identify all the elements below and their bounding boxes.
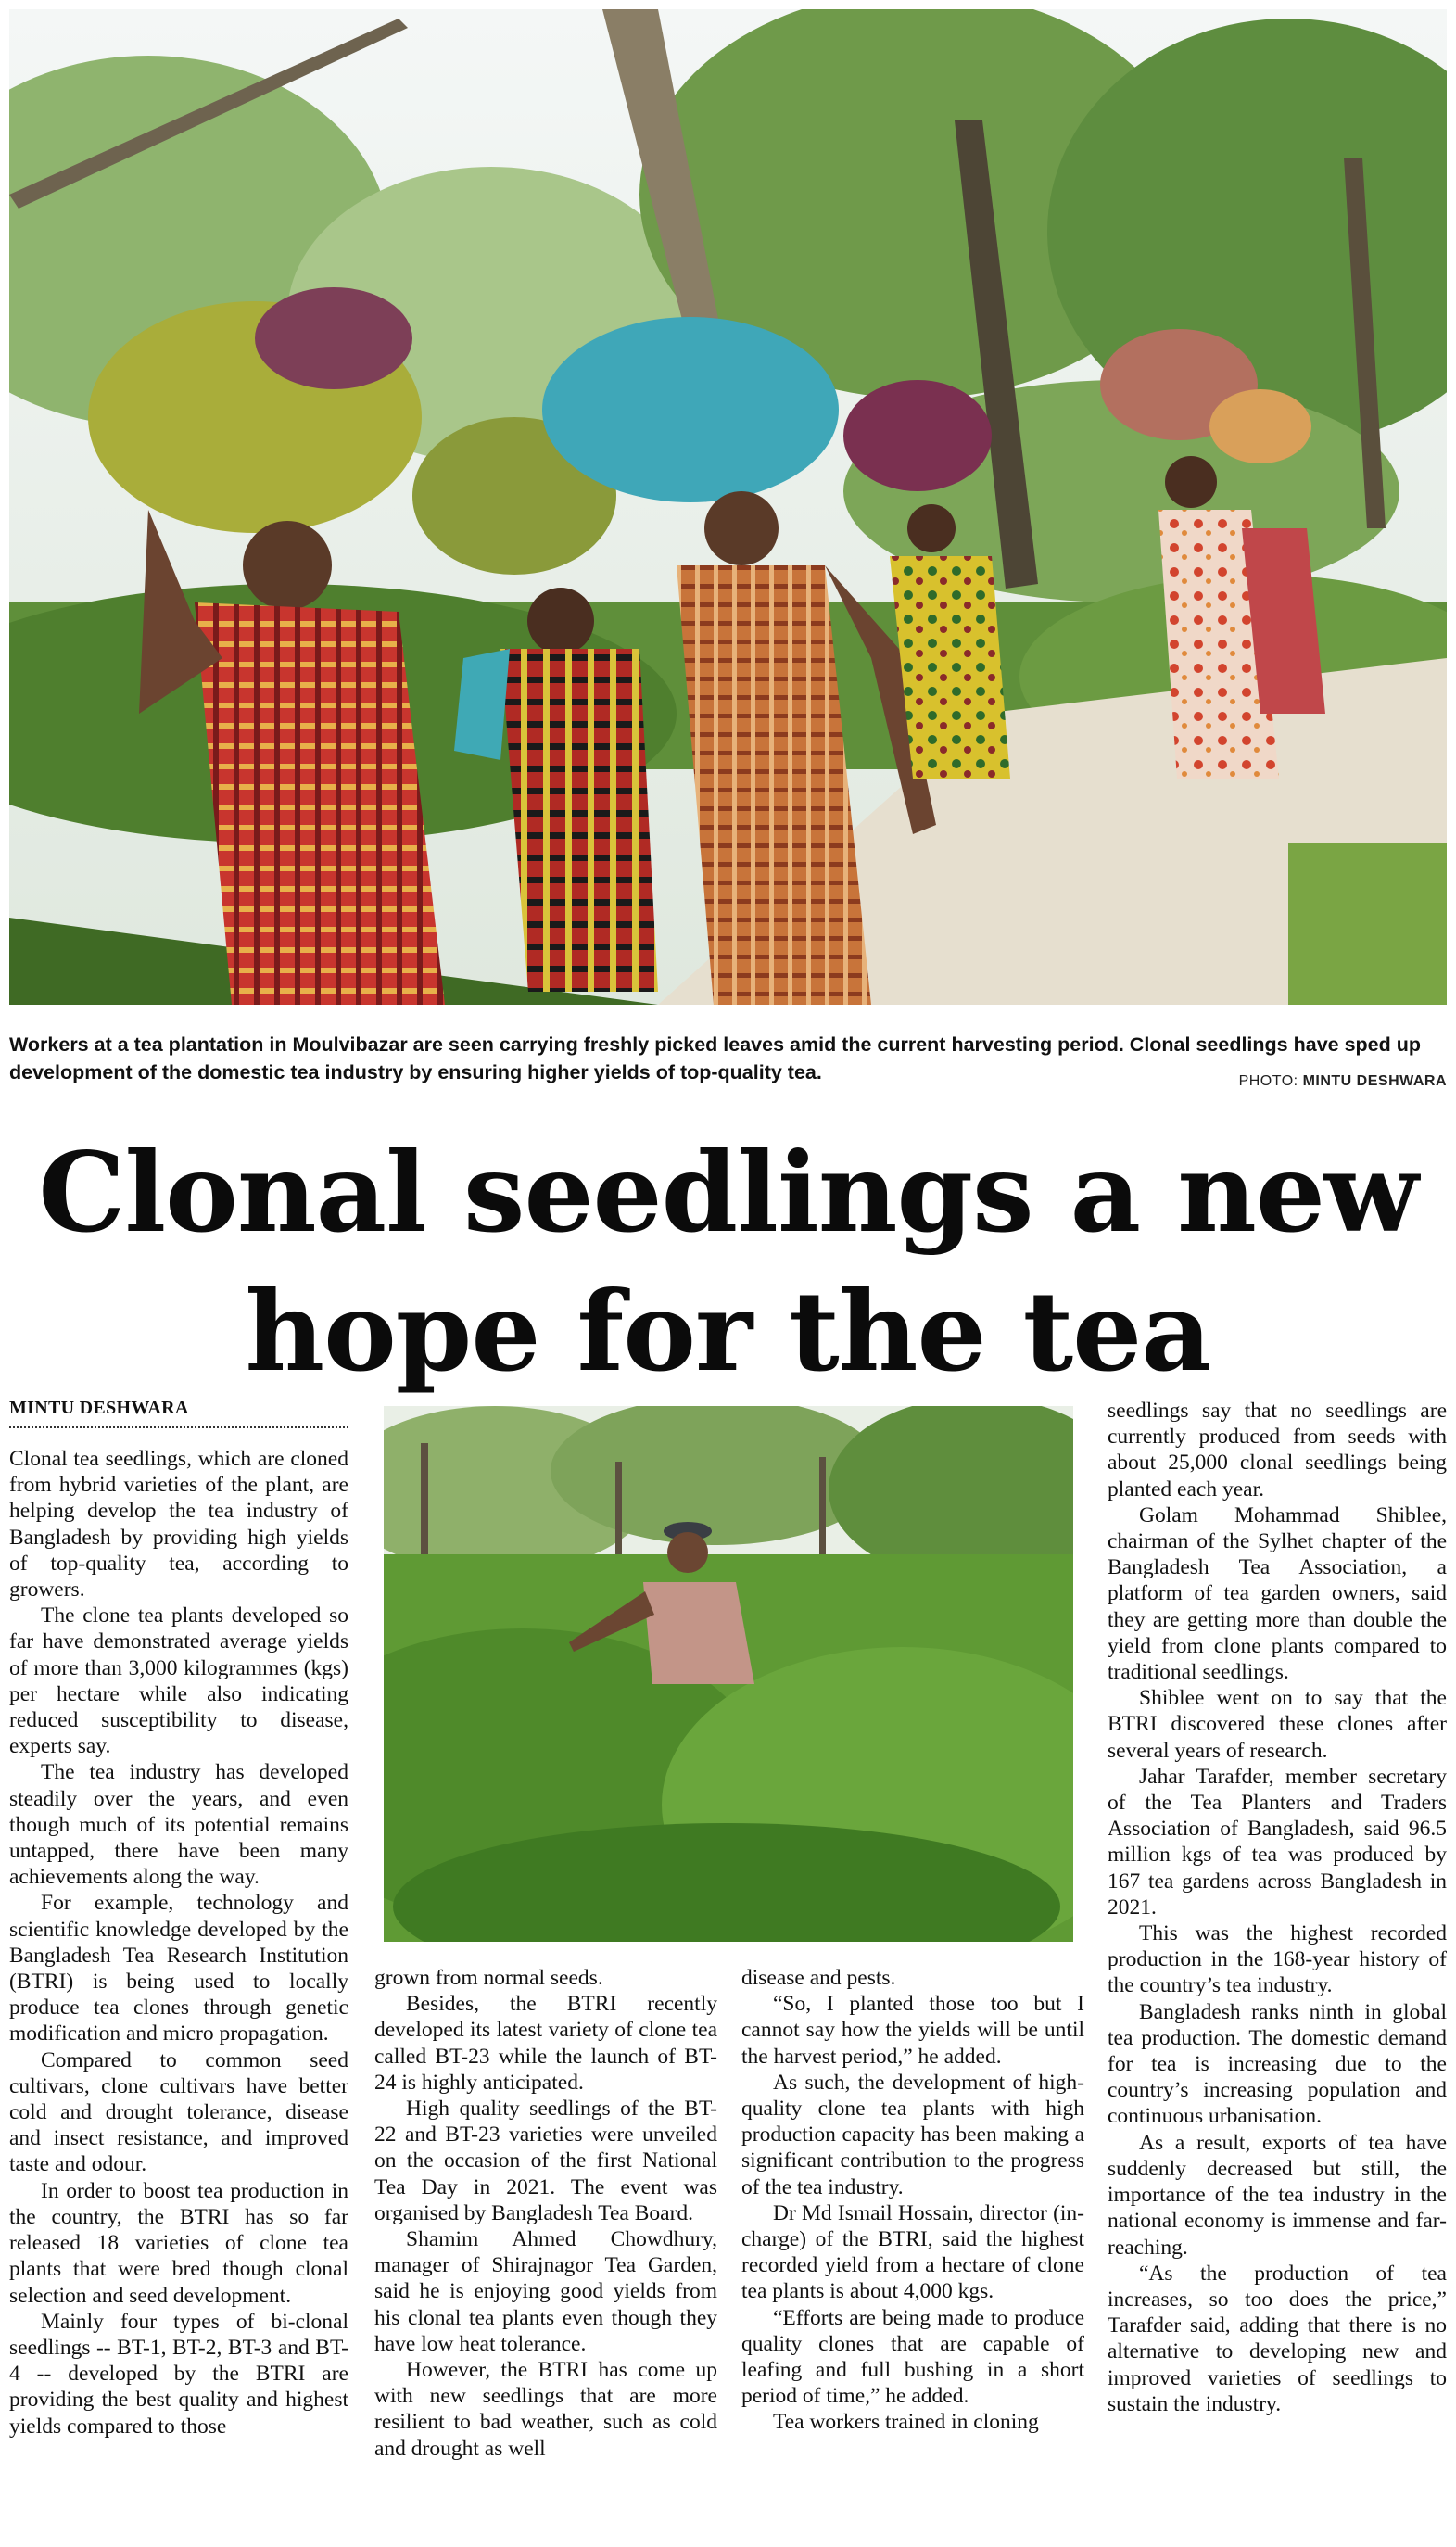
paragraph: Dr Md Ismail Hossain, director (in-charge) of the BTRI, said the highest recorded yield from a hectare of clone tea plants is about 4,000 kgs.: [741, 2200, 1084, 2304]
paragraph: Golam Mohammad Shiblee, chairman of the Sylhet chapter of the Bangladesh Tea Association, a platform of tea garden owners, said they are getting more than double the yield from clone plants compared to traditional seedlings.: [1108, 1502, 1447, 1685]
article-column-4: [1108, 1398, 1447, 2417]
photo-credit: [1239, 1073, 1447, 1090]
paragraph: High quality seedlings of the BT-22 and BT-23 varieties were unveiled on the occasion of the first National Tea Day in 2021. The event was organised by Bangladesh Tea Board.: [374, 2097, 717, 2225]
paragraph: Bangladesh ranks ninth in global tea production. The domestic demand for tea is increasing due to the country’s increasing population and continuous urbanisation.: [1108, 1999, 1447, 2129]
paragraph: As a result, exports of tea have suddenly decreased but still, the importance of the tea industry in the national economy is immense and far-reaching.: [1108, 2130, 1447, 2260]
paragraph: Mainly four types of bi-clonal seedlings -- BT-1, BT-2, BT-3 and BT-4 -- developed by the BTRI are providing the best quality and highest yields compared to those: [9, 2309, 348, 2439]
paragraph: Shamim Ahmed Chowdhury, manager of Shirajnagor Tea Garden, said he is enjoying good yields from his clonal tea plants even though they have low heat tolerance.: [374, 2227, 717, 2356]
paragraph: “As the production of tea increases, so too does the price,” Tarafder said, adding that there is no alternative to developing new and improved varieties of seedlings to sustain the industry.: [1108, 2261, 1447, 2416]
credit-name: MINTU DESHWARA: [1302, 1073, 1447, 1089]
paragraph: disease and pests.: [741, 1966, 896, 1990]
article-column-2: [374, 1965, 717, 2462]
paragraph: Compared to common seed cultivars, clone cultivars have better cold and drought tolerance, disease and insect resistance, and improved taste and odour.: [9, 2047, 348, 2177]
credit-prefix: PHOTO:: [1238, 1073, 1298, 1089]
paragraph: seedlings say that no seedlings are currently produced from seeds with about 25,000 clonal seedlings being planted each year.: [1108, 1399, 1447, 1502]
paragraph: This was the highest recorded production in the 168-year history of the country’s tea industry.: [1108, 1921, 1447, 1998]
paragraph: Tea workers trained in cloning: [773, 2410, 1039, 2435]
paragraph: The clone tea plants developed so far have demonstrated average yields of more than 3,000 kilogrammes (kgs) per hectare while also indicating reduced susceptibility to disease, experts say.: [9, 1603, 348, 1759]
byline: MINTU DESHWARA: [9, 1398, 348, 1428]
article-column-1: [9, 1446, 348, 2439]
paragraph: However, the BTRI has come up with new seedlings that are more resilient to bad weather, such as cold and drought as well: [374, 2358, 717, 2461]
paragraph: As such, the development of high-quality clone tea plants with high production capacity has been making a significant contribution to the progress of the tea industry.: [741, 2070, 1084, 2199]
article-column-3: [741, 1965, 1084, 2436]
paragraph: Clonal tea seedlings, which are cloned from hybrid varieties of the plant, are helping develop the tea industry of Bangladesh by providing high yields of top-quality tea, according to growers.: [9, 1447, 348, 1603]
inset-photo: [384, 1406, 1073, 1942]
paragraph: grown from normal seeds.: [374, 1966, 603, 1990]
paragraph: For example, technology and scientific knowledge developed by the Bangladesh Tea Research Institution (BTRI) is being used to locally produce tea clones through genetic modification and micro propagation.: [9, 1891, 348, 2046]
paragraph: Jahar Tarafder, member secretary of the Tea Planters and Traders Association of Bangladesh, said 96.5 million kgs of tea was produced by 167 tea gardens across Bangladesh in 2021.: [1108, 1764, 1447, 1920]
headline-line-2: hope for the tea: [245, 1267, 1211, 1396]
paragraph: “Efforts are being made to produce quality clones that are capable of leafing and full bushing in a short period of time,” he added.: [741, 2305, 1084, 2409]
paragraph: The tea industry has developed steadily over the years, and even though much of its potential remains untapped, there have been many achievements along the way.: [9, 1760, 348, 1890]
paragraph: Shiblee went on to say that the BTRI discovered these clones after several years of research.: [1108, 1686, 1447, 1763]
hero-photo: [9, 9, 1447, 1005]
headline-line-1: Clonal seedlings a new: [38, 1128, 1418, 1257]
paragraph: “So, I planted those too but I cannot say how the yields will be until the harvest period,” he added.: [741, 1992, 1084, 2069]
paragraph: Besides, the BTRI recently developed its latest variety of clone tea called BT-23 while the launch of BT-24 is highly anticipated.: [374, 1992, 717, 2095]
paragraph: In order to boost tea production in the country, the BTRI has so far released 18 varieties of clone tea plants that were bred though clonal selection and seed development.: [9, 2178, 348, 2308]
photo-caption: Workers at a tea plantation in Moulvibazar are seen carrying freshly picked leaves amid the current harvesting period. Clonal seedlings have sped up development of the domestic tea industry by ensuring higher yields of top-quality tea.: [9, 1033, 1422, 1083]
